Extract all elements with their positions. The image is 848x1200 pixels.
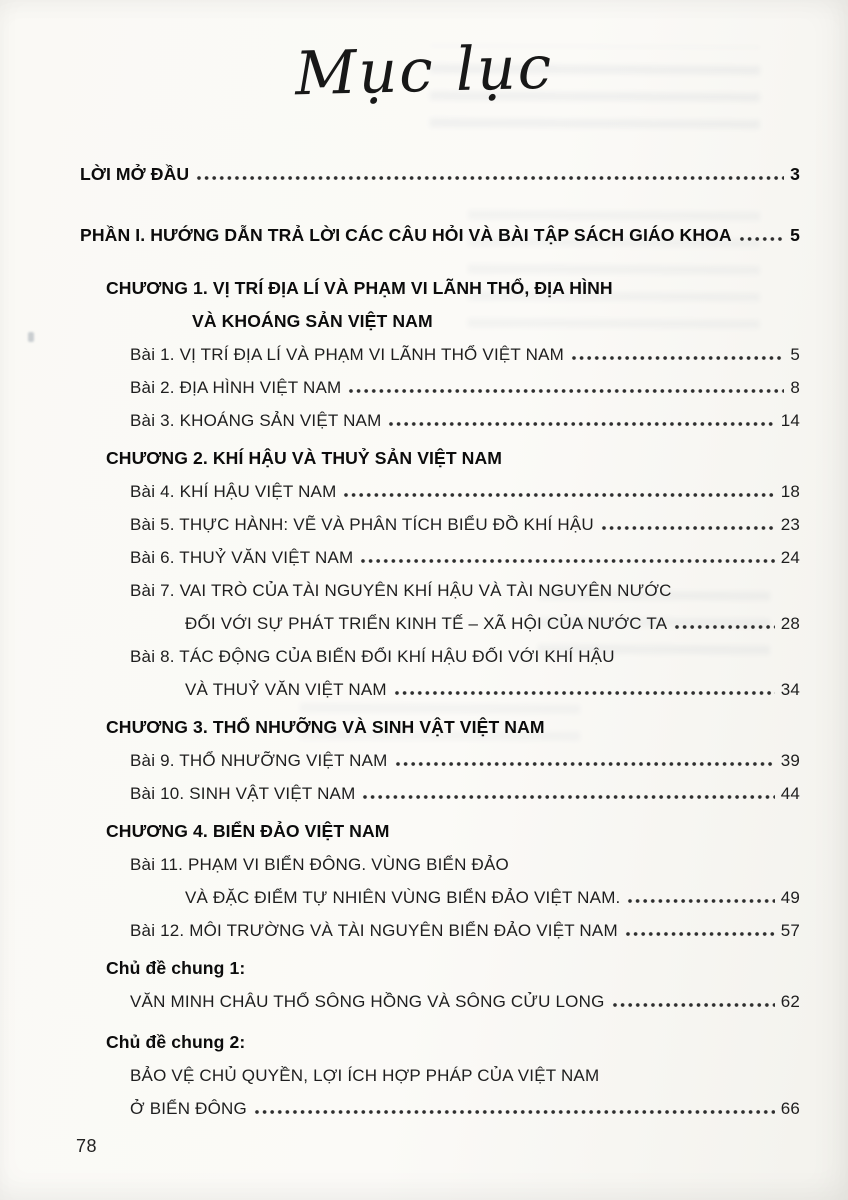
dot-leader [625,931,775,937]
toc-entry-page: 24 [780,548,800,567]
toc-entry-text: Bài 7. VAI TRÒ CỦA TÀI NGUYÊN KHÍ HẬU VÀ TÀI NGUYÊN NƯỚC [130,581,672,600]
toc-entry-page: 5 [790,225,800,245]
toc-entry-text: Chủ đề chung 1: [106,958,246,978]
toc-entry-text: Bài 10. SINH VẬT VIỆT NAM [130,784,356,803]
table-of-contents [80,158,800,1125]
dot-leader [360,558,774,564]
toc-entry-page: 18 [780,482,800,501]
toc-entry [80,305,800,338]
toc-entry [80,272,800,305]
dot-leader [612,1002,775,1008]
toc-entry-text: Chủ đề chung 2: [106,1032,246,1052]
toc-entry [80,952,800,985]
dot-leader [674,624,774,630]
toc-entry [80,914,800,947]
toc-entry [80,442,800,475]
toc-entry-text: PHẦN I. HƯỚNG DẪN TRẢ LỜI CÁC CÂU HỎI VÀ BÀI TẬP SÁCH GIÁO KHOA [80,225,732,245]
toc-entry [80,574,800,607]
dot-leader [627,898,774,904]
page-title [0,32,848,110]
dot-leader [395,761,775,767]
scan-speck [28,332,34,342]
toc-entry [80,607,800,640]
toc-entry-text: ĐỐI VỚI SỰ PHÁT TRIỂN KINH TẾ – XÃ HỘI CỦA NƯỚC TA [185,614,668,633]
toc-entry [80,475,800,508]
toc-entry [80,744,800,777]
toc-entry-text: CHƯƠNG 1. VỊ TRÍ ĐỊA LÍ VÀ PHẠM VI LÃNH THỔ, ĐỊA HÌNH [106,278,613,298]
toc-entry-text: Bài 9. THỔ NHƯỠNG VIỆT NAM [130,751,388,770]
page-number: 78 [76,1136,98,1156]
toc-entry-page: 49 [780,888,800,907]
toc-entry [80,541,800,574]
toc-entry-page: 8 [790,378,800,397]
toc-entry-page: 23 [780,515,800,534]
toc-entry-text: BẢO VỆ CHỦ QUYỀN, LỢI ÍCH HỢP PHÁP CỦA VIỆT NAM [130,1066,600,1085]
toc-entry-page: 62 [780,992,800,1011]
dot-leader [394,690,775,696]
toc-entry-text: VĂN MINH CHÂU THỔ SÔNG HỒNG VÀ SÔNG CỬU LONG [130,992,605,1011]
dot-leader [601,525,775,531]
toc-entry-page: 3 [790,164,800,184]
toc-entry-text: CHƯƠNG 3. THỔ NHƯỠNG VÀ SINH VẬT VIỆT NAM [106,717,545,737]
toc-entry [80,711,800,744]
toc-entry-text: CHƯƠNG 2. KHÍ HẬU VÀ THUỶ SẢN VIỆT NAM [106,448,503,468]
toc-entry-text: Bài 12. MÔI TRƯỜNG VÀ TÀI NGUYÊN BIỂN ĐẢO VIỆT NAM [130,921,618,940]
toc-entry-text: VÀ ĐẶC ĐIỂM TỰ NHIÊN VÙNG BIỂN ĐẢO VIỆT NAM. [185,888,621,907]
toc-entry-text: Bài 11. PHẠM VI BIỂN ĐÔNG. VÙNG BIỂN ĐẢO [130,855,509,874]
toc-entry-text: VÀ KHOÁNG SẢN VIỆT NAM [192,311,433,331]
toc-entry [80,881,800,914]
toc-entry [80,1059,800,1092]
toc-entry-text: Bài 5. THỰC HÀNH: VẼ VÀ PHÂN TÍCH BIỂU ĐỒ KHÍ HẬU [130,515,594,534]
toc-entry-page: 57 [780,921,800,940]
toc-entry [80,338,800,371]
toc-entry [80,815,800,848]
toc-entry-text: Bài 1. VỊ TRÍ ĐỊA LÍ VÀ PHẠM VI LÃNH THỔ VIỆT NAM [130,345,564,364]
toc-entry-text: Bài 4. KHÍ HẬU VIỆT NAM [130,482,337,501]
dot-leader [196,175,784,181]
toc-entry-page: 39 [780,751,800,770]
toc-entry [80,508,800,541]
toc-entry-page: 5 [790,345,800,364]
dot-leader [571,355,784,361]
toc-entry-text: VÀ THUỶ VĂN VIỆT NAM [185,680,387,699]
toc-entry [80,640,800,673]
toc-entry-text: Ở BIỂN ĐÔNG [130,1099,247,1118]
toc-entry-page: 34 [780,680,800,699]
toc-entry-text: Bài 2. ĐỊA HÌNH VIỆT NAM [130,378,342,397]
toc-entry-page: 44 [780,784,800,803]
toc-entry [80,371,800,404]
dot-leader [362,794,774,800]
toc-entry-text: CHƯƠNG 4. BIỂN ĐẢO VIỆT NAM [106,821,390,841]
toc-entry-page: 66 [780,1099,800,1118]
toc-entry [80,848,800,881]
toc-entry-text: LỜI MỞ ĐẦU [80,164,190,184]
toc-entry [80,219,800,252]
dot-leader [388,421,774,427]
toc-entry [80,777,800,810]
dot-leader [739,236,784,242]
toc-entry-page: 14 [780,411,800,430]
dot-leader [254,1109,775,1115]
toc-entry [80,158,800,191]
toc-entry [80,985,800,1018]
toc-entry-text: Bài 6. THUỶ VĂN VIỆT NAM [130,548,354,567]
toc-entry [80,1026,800,1059]
page-title-text: Mục lục [294,32,554,110]
toc-entry [80,1092,800,1125]
dot-leader [343,492,774,498]
toc-entry [80,404,800,437]
dot-leader [348,388,784,394]
toc-entry-page: 28 [780,614,800,633]
toc-entry-text: Bài 8. TÁC ĐỘNG CỦA BIẾN ĐỔI KHÍ HẬU ĐỐI VỚI KHÍ HẬU [130,647,615,666]
toc-entry-text: Bài 3. KHOÁNG SẢN VIỆT NAM [130,411,382,430]
toc-entry [80,673,800,706]
